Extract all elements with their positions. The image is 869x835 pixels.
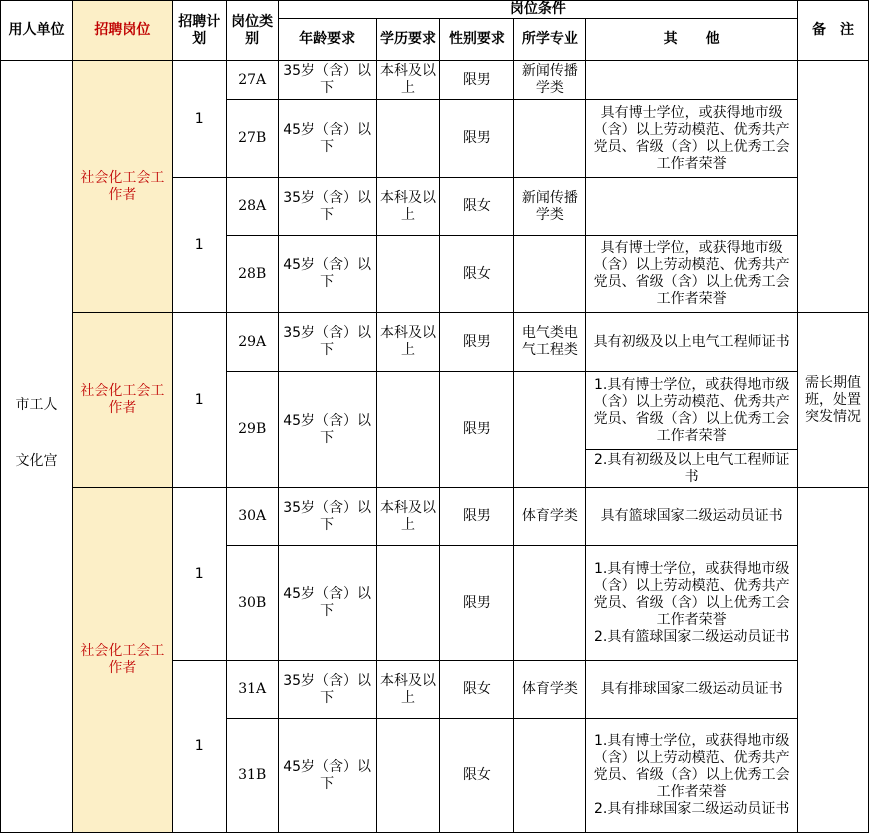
major-cell <box>514 372 586 488</box>
table-row <box>1 61 869 100</box>
table-row <box>1 488 869 546</box>
other-cell <box>586 546 798 661</box>
major-cell <box>514 546 586 661</box>
other-cell-line1: 1.具有博士学位，或获得地市级（含）以上劳动模范、优秀共产党员、省级（含）以上优秀工会工作者荣誉 <box>586 372 798 450</box>
plan-cell: 1 <box>172 661 226 833</box>
category-cell: 31A <box>226 661 278 719</box>
major-cell: 体育学类 <box>514 488 586 546</box>
gender-cell: 限男 <box>440 546 514 661</box>
plan-cell: 1 <box>172 488 226 661</box>
age-cell: 45岁（含）以下 <box>278 719 376 833</box>
table-row <box>1 313 869 371</box>
other-cell: 具有初级及以上电气工程师证书 <box>586 313 798 372</box>
major-cell <box>514 719 586 833</box>
unit-name-line2: 文化宫 <box>15 452 58 469</box>
remark-cell-empty <box>798 488 869 833</box>
header-post: 招聘岗位 <box>72 1 172 61</box>
age-cell: 35岁（含）以下 <box>278 313 376 372</box>
edu-cell <box>376 719 440 833</box>
major-cell: 新闻传播学类 <box>514 61 586 100</box>
other-cell-line1: 1.具有博士学位，或获得地市级（含）以上劳动模范、优秀共产党员、省级（含）以上优秀工会工作者荣誉 <box>593 733 790 800</box>
header-other: 其 他 <box>586 19 798 61</box>
gender-cell: 限女 <box>440 236 514 313</box>
other-cell: 具有排球国家二级运动员证书 <box>586 661 798 719</box>
major-cell: 电气类电气工程类 <box>514 313 586 372</box>
age-cell: 35岁（含）以下 <box>278 178 376 236</box>
header-age: 年龄要求 <box>278 19 376 61</box>
age-cell: 45岁（含）以下 <box>278 546 376 661</box>
category-cell: 28A <box>226 178 278 236</box>
gender-cell: 限男 <box>440 488 514 546</box>
age-cell: 45岁（含）以下 <box>278 372 376 488</box>
other-cell <box>586 719 798 833</box>
major-cell <box>514 100 586 178</box>
edu-cell: 本科及以上 <box>376 313 440 372</box>
category-cell: 28B <box>226 236 278 313</box>
header-plan: 招聘计划 <box>172 1 226 61</box>
header-major: 所学专业 <box>514 19 586 61</box>
edu-cell <box>376 100 440 178</box>
header-unit: 用人单位 <box>1 1 73 61</box>
category-cell: 29A <box>226 313 278 372</box>
category-cell: 30B <box>226 546 278 661</box>
header-gender: 性别要求 <box>440 19 514 61</box>
other-cell-line2: 2.具有篮球国家二级运动员证书 <box>593 628 790 645</box>
post-cell: 社会化工会工作者 <box>72 61 172 313</box>
age-cell: 35岁（含）以下 <box>278 61 376 100</box>
plan-cell: 1 <box>172 178 226 313</box>
category-cell: 29B <box>226 372 278 488</box>
plan-cell: 1 <box>172 61 226 178</box>
other-cell <box>586 61 798 100</box>
other-cell: 具有篮球国家二级运动员证书 <box>586 488 798 546</box>
gender-cell: 限男 <box>440 100 514 178</box>
other-cell-line1: 1.具有博士学位，或获得地市级（含）以上劳动模范、优秀共产党员、省级（含）以上优秀工会工作者荣誉 <box>593 560 790 628</box>
header-conditions: 岗位条件 <box>278 1 797 19</box>
age-cell: 45岁（含）以下 <box>278 236 376 313</box>
edu-cell: 本科及以上 <box>376 61 440 100</box>
age-cell: 45岁（含）以下 <box>278 100 376 178</box>
other-cell: 具有博士学位，或获得地市级（含）以上劳动模范、优秀共产党员、省级（含）以上优秀工会工作者荣誉 <box>586 236 798 313</box>
age-cell: 35岁（含）以下 <box>278 488 376 546</box>
gender-cell: 限女 <box>440 178 514 236</box>
post-cell: 社会化工会工作者 <box>72 313 172 488</box>
category-cell: 27A <box>226 61 278 100</box>
other-cell <box>586 178 798 236</box>
edu-cell: 本科及以上 <box>376 488 440 546</box>
category-cell: 30A <box>226 488 278 546</box>
header-category: 岗位类别 <box>226 1 278 61</box>
gender-cell: 限男 <box>440 61 514 100</box>
post-cell: 社会化工会工作者 <box>72 488 172 833</box>
edu-cell: 本科及以上 <box>376 178 440 236</box>
remark-cell-empty <box>798 61 869 313</box>
category-cell: 31B <box>226 719 278 833</box>
gender-cell: 限女 <box>440 719 514 833</box>
age-cell: 35岁（含）以下 <box>278 661 376 719</box>
unit-name-line1: 市工人 <box>15 396 58 413</box>
edu-cell <box>376 546 440 661</box>
gender-cell: 限女 <box>440 661 514 719</box>
edu-cell <box>376 236 440 313</box>
edu-cell: 本科及以上 <box>376 661 440 719</box>
header-row-1 <box>1 1 869 19</box>
header-education: 学历要求 <box>376 19 440 61</box>
major-cell: 新闻传播学类 <box>514 178 586 236</box>
major-cell <box>514 236 586 313</box>
gender-cell: 限男 <box>440 372 514 488</box>
edu-cell <box>376 372 440 488</box>
header-remark: 备 注 <box>798 1 869 61</box>
plan-cell: 1 <box>172 313 226 488</box>
gender-cell: 限男 <box>440 313 514 372</box>
other-cell-line2: 2.具有排球国家二级运动员证书 <box>593 801 790 817</box>
remark-cell: 需长期值班，处置突发情况 <box>798 313 869 488</box>
other-cell: 具有博士学位，或获得地市级（含）以上劳动模范、优秀共产党员、省级（含）以上优秀工会工作者荣誉 <box>586 100 798 178</box>
major-cell: 体育学类 <box>514 661 586 719</box>
unit-cell <box>1 61 73 833</box>
other-cell-line2: 2.具有初级及以上电气工程师证书 <box>586 450 798 488</box>
category-cell: 27B <box>226 100 278 178</box>
